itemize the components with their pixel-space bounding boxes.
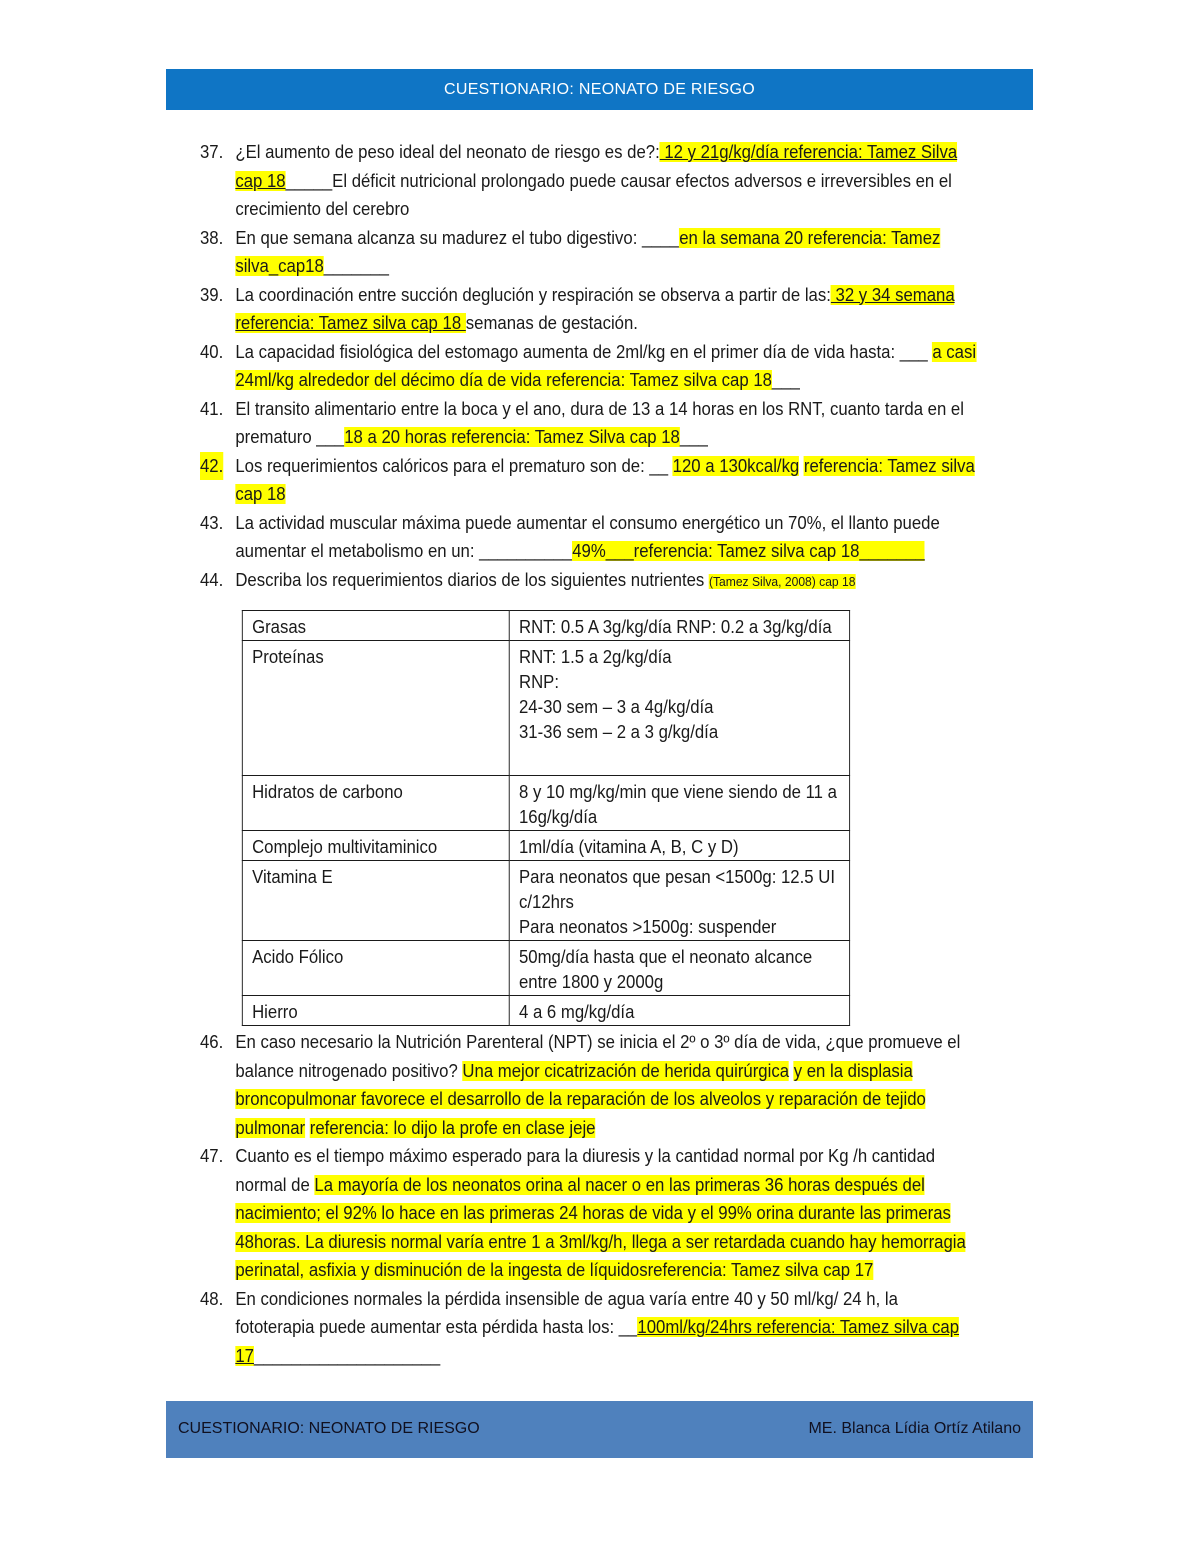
question-number: 44. [200, 569, 224, 590]
answer-reference: referencia: Tamez silva cap 17 [647, 1260, 874, 1280]
question-text: La coordinación entre succión deglución y respiración se observa a partir de las: [235, 284, 831, 305]
nutrient-value-line: RNP: [518, 672, 559, 692]
answer-reference: (Tamez Silva, 2008) cap 18 [708, 573, 856, 589]
question-number: 37. [200, 142, 224, 162]
question-text: El transito alimentario entre la boca y el ano, dura de 13 a 14 horas en los RNT, cuanto tarda en el prematuro ___ [235, 398, 964, 447]
question-46 [200, 1028, 981, 1142]
nutrient-value-line: RNT: 1.5 a 2g/kg/día [518, 647, 672, 667]
answer-highlight: 32 y 34 semana referencia: Tamez silva cap 18 [235, 284, 955, 333]
nutrient-requirements-table [242, 610, 850, 1026]
answer-highlight-cont: y en la displasia broncopulmonar favorece el desarrollo de la reparación de los alveolos y reparación de tejido pulmonar [235, 1060, 926, 1138]
question-number: 41. [200, 398, 224, 419]
nutrient-value-line: 8 y 10 mg/kg/min que viene siendo de 11 a 16g/kg/día [518, 782, 837, 827]
footer-author: ME. Blanca Lídia Ortíz Atilano [808, 1420, 1021, 1437]
nutrient-name-cell: Proteínas [242, 641, 509, 776]
answer-highlight: La mayoría de los neonatos orina al nacer o en las primeras 36 horas después del nacimiento; el 92% lo hace en las primeras 24 horas de vida y el 99% orina durante las primeras 48horas. La diuresis normal varía entre 1 a 3ml/kg/h, llega a ser retardada cuando hay hemorragia perinatal, asfixia y disminución de la ingesta de líquidos [235, 1174, 966, 1280]
question-37 [200, 138, 981, 224]
answer-highlight: en la semana 20 referencia: Tamez silva_cap18 [235, 227, 941, 276]
answer-highlight: 18 a 20 horas referencia: Tamez Silva cap 18 [344, 427, 680, 447]
nutrient-value-cell [509, 831, 849, 861]
question-number: 38. [200, 227, 224, 248]
question-text: Los requerimientos calóricos para el prematuro son de: __ [235, 455, 673, 476]
page-header [166, 69, 1033, 110]
table-row [242, 776, 849, 831]
answer-highlight: Una mejor cicatrización de herida quirúrgica [462, 1060, 790, 1081]
nutrient-value-line: RNT: 0.5 A 3g/kg/día RNP: 0.2 a 3g/kg/día [518, 617, 832, 637]
nutrient-value-cell [509, 861, 849, 941]
table-row [242, 861, 849, 941]
nutrient-value-line: 50mg/día hasta que el neonato alcance entre 1800 y 2000g [518, 947, 813, 992]
nutrient-value-cell [509, 996, 849, 1026]
question-43 [200, 509, 981, 566]
question-number: 47. [200, 1146, 224, 1166]
table-row [242, 641, 849, 776]
answer-highlight: 49%___referencia: Tamez silva cap 18_______ [572, 541, 925, 561]
question-text: La capacidad fisiológica del estomago aumenta de 2ml/kg en el primer día de vida hasta: ___ [235, 341, 933, 362]
question-text-cont: semanas de gestación. [465, 313, 638, 333]
question-text: En caso necesario la Nutrición Parenteral (NPT) se inicia el 2º o 3º día de vida, ¿que promueve el balance nitrogenado positivo? [235, 1032, 961, 1081]
question-number: 39. [200, 284, 224, 305]
nutrient-value-cell [509, 776, 849, 831]
question-number: 46. [200, 1032, 224, 1052]
table-row [242, 831, 849, 861]
nutrient-value-cell [509, 641, 849, 776]
nutrient-value-cell [509, 611, 849, 641]
nutrient-value-cell [509, 941, 849, 996]
nutrient-value-line: Para neonatos >1500g: suspender [518, 917, 777, 937]
answer-highlight: 120 a 130kcal/kg [672, 455, 800, 476]
nutrient-name-cell: Acido Fólico [242, 941, 509, 996]
question-text: Cuanto es el tiempo máximo esperado para la diuresis y la cantidad normal por Kg /h cantidad normal de [235, 1146, 936, 1195]
question-text-cont: _______ [323, 256, 389, 276]
nutrient-value-line: 4 a 6 mg/kg/día [518, 1002, 635, 1022]
question-39 [200, 281, 981, 338]
question-text-cont: ___ [771, 370, 800, 390]
questionnaire-body [200, 138, 981, 1370]
question-text-cont: ___ [679, 427, 708, 447]
table-body [242, 611, 849, 1026]
nutrient-value-line: 24-30 sem – 3 a 4g/kg/día [518, 697, 714, 717]
nutrient-value-line: 1ml/día (vitamina A, B, C y D) [518, 837, 739, 857]
footer-title: CUESTIONARIO: NEONATO DE RIESGO [178, 1420, 480, 1437]
question-number: 42. [200, 452, 223, 481]
question-text-cont: _____El déficit nutricional prolongado puede causar efectos adversos e irreversibles en el crecimiento del cerebro [235, 170, 952, 219]
question-41 [200, 395, 981, 452]
question-text-cont: ____________________ [253, 1345, 441, 1366]
answer-highlight: 100ml/kg/24hrs referencia: Tamez silva cap 17 [235, 1317, 960, 1366]
question-number: 43. [200, 512, 224, 533]
answer-highlight: 12 y 21g/kg/día referencia: Tamez Silva cap 18 [235, 142, 958, 191]
question-42 [200, 452, 981, 509]
nutrient-name-cell: Hidratos de carbono [242, 776, 509, 831]
question-text: En condiciones normales la pérdida insensible de agua varía entre 40 y 50 ml/kg/ 24 h, la fototerapia puede aumentar esta pérdida hasta los: __ [235, 1288, 898, 1337]
question-38 [200, 224, 981, 281]
page-footer [166, 1401, 1033, 1458]
nutrient-name-cell: Hierro [242, 996, 509, 1026]
question-text: Describa los requerimientos diarios de los siguientes nutrientes [235, 569, 709, 590]
answer-reference: referencia: lo dijo la profe en clase jeje [309, 1117, 596, 1138]
question-text: En que semana alcanza su madurez el tubo digestivo: ____ [235, 227, 680, 248]
header-title: CUESTIONARIO: NEONATO DE RIESGO [444, 81, 755, 98]
question-text: ¿El aumento de peso ideal del neonato de riesgo es de?: [235, 142, 660, 162]
question-number: 48. [200, 1288, 224, 1309]
nutrient-name-cell: Complejo multivitaminico [242, 831, 509, 861]
question-text: La actividad muscular máxima puede aumentar el consumo energético un 70%, el llanto puede aumentar el metabolismo en un: __________ [235, 512, 940, 561]
question-40 [200, 338, 981, 395]
table-row [242, 941, 849, 996]
question-44 [200, 566, 981, 597]
answer-reference: referencia: Tamez silva cap 18 [235, 455, 975, 504]
table-row [242, 996, 849, 1026]
question-number: 40. [200, 341, 224, 362]
table-row [242, 611, 849, 641]
question-48 [200, 1285, 981, 1371]
nutrient-name-cell: Grasas [242, 611, 509, 641]
nutrient-name-cell: Vitamina E [242, 861, 509, 941]
nutrient-value-line: Para neonatos que pesan <1500g: 12.5 UI c/12hrs [518, 867, 835, 912]
nutrient-value-line: 31-36 sem – 2 a 3 g/kg/día [518, 722, 719, 742]
answer-highlight: a casi 24ml/kg alrededor del décimo día de vida referencia: Tamez silva cap 18 [235, 341, 977, 390]
question-47 [200, 1142, 981, 1285]
